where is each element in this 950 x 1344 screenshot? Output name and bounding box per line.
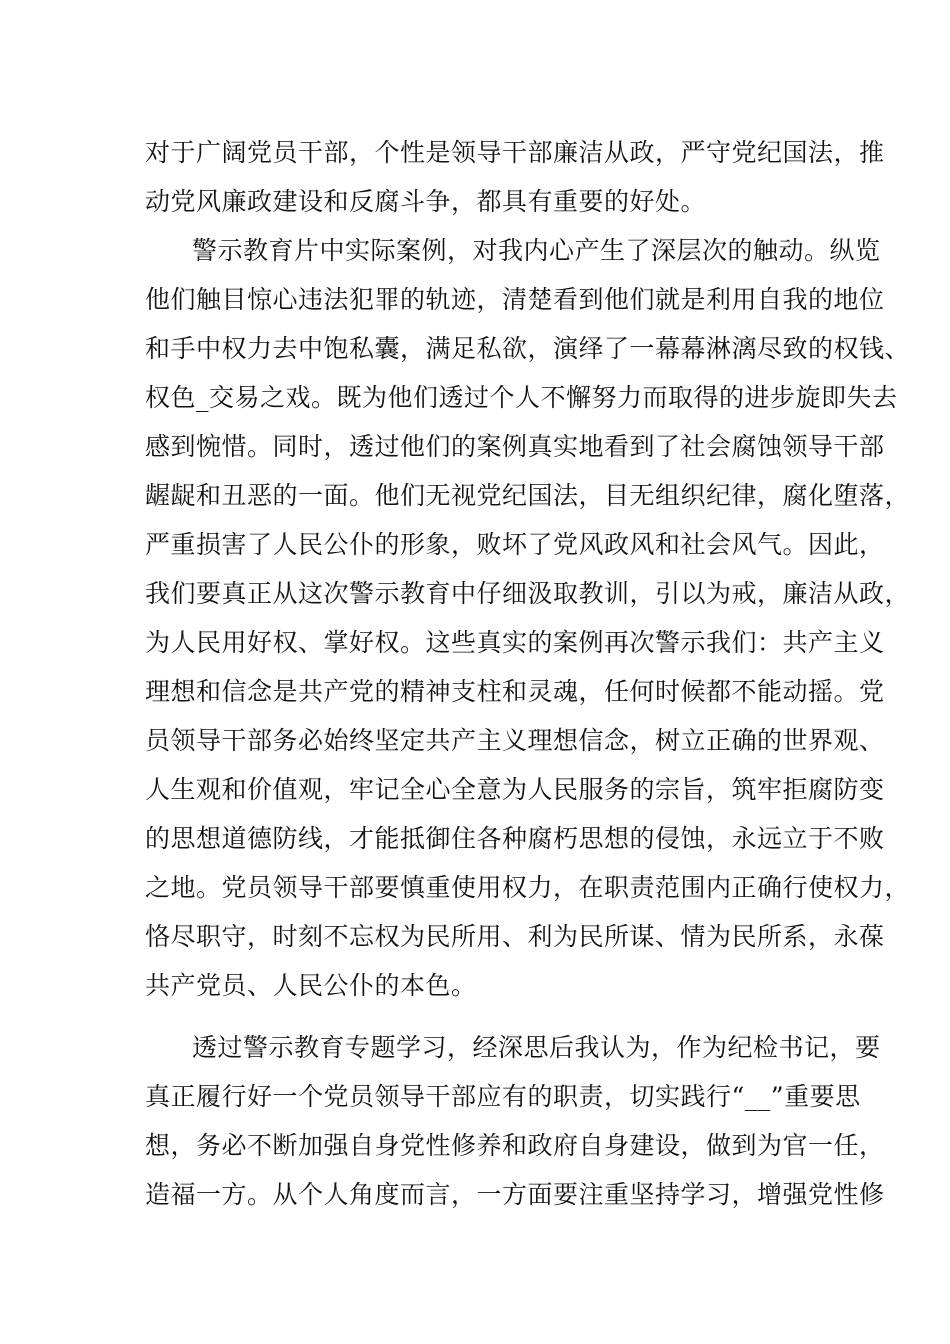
text-line-5: 和手中权力去中饱私囊，满足私欲，演绎了一幕幕淋漓尽致的权钱、 xyxy=(145,334,911,363)
text-line-8: 龌龊和丑恶的一面。他们无视党纪国法，目无组织纪律，腐化堕落， xyxy=(145,481,911,510)
text-line-22: 造福一方。从个人角度而言，一方面要注重坚持学习，增强党性修 xyxy=(145,1180,885,1209)
text-line-12: 理想和信念是共产党的精神支柱和灵魂，任何时候都不能动摇。党 xyxy=(145,677,885,706)
text-line-16: 之地。党员领导干部要慎重使用权力，在职责范围内正确行使权力， xyxy=(145,873,911,902)
text-line-11: 为人民用好权、掌好权。这些真实的案例再次警示我们：共产主义 xyxy=(145,628,885,657)
text-line-9: 严重损害了人民公仆的形象，败坏了党风政风和社会风气。因此， xyxy=(145,530,885,559)
text-line-14: 人生观和价值观，牢记全心全意为人民服务的宗旨，筑牢拒腐防变 xyxy=(145,775,885,804)
text-line-2: 动党风廉政建设和反腐斗争，都具有重要的好处。 xyxy=(145,187,707,216)
text-line-6: 权色_交易之戏。既为他们透过个人不懈努力而取得的进步旋即失去 xyxy=(145,383,898,412)
text-line-13: 员领导干部务必始终坚定共产主义理想信念，树立正确的世界观、 xyxy=(145,726,885,755)
text-line-21: 想，务必不断加强自身党性修养和政府自身建设，做到为官一任， xyxy=(145,1131,885,1160)
text-line-10: 我们要真正从这次警示教育中仔细汲取教训，引以为戒，廉洁从政， xyxy=(145,579,911,608)
text-line-4: 他们触目惊心违法犯罪的轨迹，清楚看到他们就是利用自我的地位 xyxy=(145,285,885,314)
text-line-19: 透过警示教育专题学习，经深思后我认为，作为纪检书记，要 xyxy=(192,1033,881,1062)
text-line-1: 对于广阔党员干部，个性是领导干部廉洁从政，严守党纪国法，推 xyxy=(145,138,885,167)
text-line-17: 恪尽职守，时刻不忘权为民所用、利为民所谋、情为民所系，永葆 xyxy=(145,922,885,951)
text-line-7: 感到惋惜。同时，透过他们的案例真实地看到了社会腐蚀领导干部 xyxy=(145,432,885,461)
text-line-15: 的思想道德防线，才能抵御住各种腐朽思想的侵蚀，永远立于不败 xyxy=(145,824,885,853)
text-line-3: 警示教育片中实际案例，对我内心产生了深层次的触动。纵览 xyxy=(192,236,881,265)
text-line-20: 真正履行好一个党员领导干部应有的职责，切实践行“__”重要思 xyxy=(145,1082,861,1111)
text-line-18: 共产党员、人民公仆的本色。 xyxy=(145,971,477,1000)
